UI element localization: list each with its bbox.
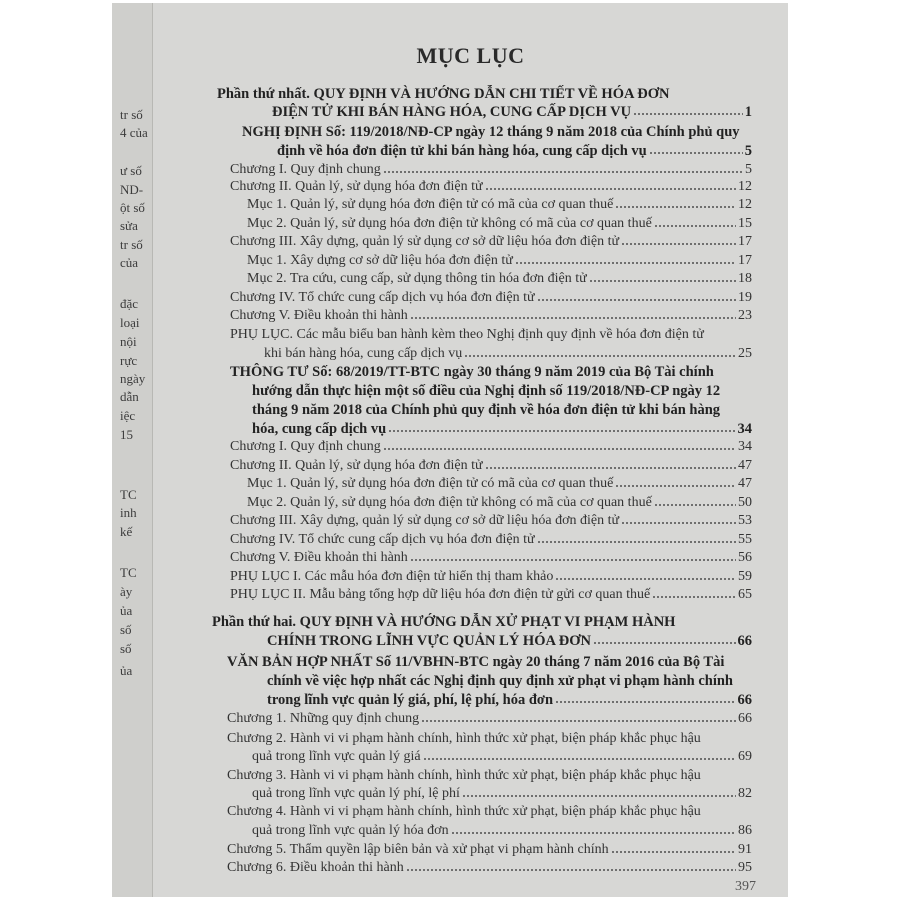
toc-entry [267,632,752,650]
dot-leader [383,447,736,451]
toc-entry [252,401,752,419]
toc-entry-title: Chương 4. Hành vi vi phạm hành chính, hình thức xử phạt, biện pháp khắc phục hậu [227,804,701,819]
left-page-fragment: ủa [120,603,133,618]
dot-leader [589,279,736,283]
toc-entry [230,161,752,179]
toc-entry-title: Mục 2. Tra cứu, cung cấp, sử dụng thông tin hóa đơn điện tử [247,271,587,286]
dot-leader [388,429,735,433]
dot-leader [410,558,736,562]
dot-leader [462,794,736,798]
toc-entry [242,123,752,141]
left-page-fragment: sửa [120,218,138,233]
toc-entry-page: 12 [738,179,752,194]
toc-entry-title: quả trong lĩnh vực quản lý hóa đơn [252,823,449,838]
dot-leader [485,466,736,470]
toc-entry-title: CHÍNH TRONG LĨNH VỰC QUẢN LÝ HÓA ĐƠN [267,633,591,649]
toc-entry [230,549,752,567]
toc-entry-page: 55 [738,532,752,547]
left-page-margin [112,3,153,897]
toc-entry [212,613,752,631]
toc-page [153,3,788,897]
toc-entry [267,672,752,690]
toc-entry-title: Chương 6. Điều khoản thi hành [227,860,404,875]
dot-leader [515,261,736,265]
dot-leader [421,719,736,723]
toc-entry-title: Chương 1. Những quy định chung [227,711,420,726]
left-page-fragment: dẫn [120,389,139,404]
toc-entry-page: 15 [738,216,752,231]
toc-entry-title: Mục 1. Quản lý, sử dụng hóa đơn điện tử có mã của cơ quan thuế [247,197,614,212]
toc-entry-page: 18 [738,271,752,286]
toc-entry-title: quả trong lĩnh vực quản lý phí, lệ phí [252,786,460,801]
dot-leader [423,757,736,761]
toc-entry [227,767,752,785]
toc-entry-title: VĂN BẢN HỢP NHẤT Số 11/VBHN-BTC ngày 20 tháng 7 năm 2016 của Bộ Tài [227,654,725,670]
toc-entry-page: 53 [738,513,752,528]
left-page-fragment: nội [120,334,137,349]
dot-leader [555,577,736,581]
left-page-fragment: 15 [120,427,133,442]
toc-entry-page: 56 [738,550,752,565]
left-page-fragment: số [120,622,132,637]
toc-entry [264,345,752,363]
toc-entry [230,586,752,604]
toc-entry-title: Chương I. Quy định chung [230,439,381,454]
toc-entry [230,438,752,456]
toc-entry-page: 86 [738,823,752,838]
toc-entry-title: PHỤ LỤC I. Các mẫu hóa đơn điện tử hiển thị tham khảo [230,569,554,584]
toc-entry-page: 17 [738,253,752,268]
left-page-fragment: 4 của [120,125,148,140]
toc-entry-title: định về hóa đơn điện tử khi bán hàng hóa, cung cấp dịch vụ [277,143,647,159]
left-page-fragment: ngày [120,371,146,386]
toc-entry [267,691,752,709]
toc-entry-title: trong lĩnh vực quản lý giá, phí, lệ phí, hóa đơn [267,692,554,708]
left-page-fragment: số [120,641,132,656]
toc-entry-title: Mục 1. Quản lý, sử dụng hóa đơn điện tử có mã của cơ quan thuế [247,476,614,491]
toc-entry-page: 47 [738,458,752,473]
dot-leader [537,540,736,544]
toc-entry-page: 47 [738,476,752,491]
toc-entry-title: Chương I. Quy định chung [230,162,381,177]
toc-entry-title: PHỤ LỤC II. Mẫu bảng tổng hợp dữ liệu hóa đơn điện tử gửi cơ quan thuế [230,587,651,602]
toc-entry-title: tháng 9 năm 2018 của Chính phủ quy định về hóa đơn điện tử khi bán hàng [252,402,721,418]
toc-entry-title: khi bán hàng hóa, cung cấp dịch vụ [264,346,463,361]
toc-entry-title: Mục 2. Quản lý, sử dụng hóa đơn điện tử không có mã của cơ quan thuế [247,216,652,231]
toc-entry-title: Chương II. Quản lý, sử dụng hóa đơn điện tử [230,179,483,194]
dot-leader [633,112,743,116]
toc-entry-title: Chương 3. Hành vi vi phạm hành chính, hình thức xử phạt, biện pháp khắc phục hậu [227,768,701,783]
left-page-fragment: tr số [120,237,143,252]
toc-entry-title: Phần thứ hai. QUY ĐỊNH VÀ HƯỚNG DẪN XỬ PHẠT VI PHẠM HÀNH [212,614,676,630]
dot-leader [652,595,736,599]
toc-entry [230,363,752,381]
toc-entry-title: Phần thứ nhất. QUY ĐỊNH VÀ HƯỚNG DẪN CHI TIẾT VỀ HÓA ĐƠN [217,86,670,102]
toc-entry [227,730,752,748]
left-page-fragment: TC [120,565,137,580]
toc-entry-page: 66 [738,711,752,726]
dot-leader [383,170,743,174]
toc-entry [252,382,752,400]
left-page-fragment: ột số [120,200,145,215]
toc-entry-page: 5 [744,143,752,159]
toc-entry [227,653,752,671]
toc-entry-title: Chương 5. Thẩm quyền lập biên bản và xử phạt vi phạm hành chính [227,842,609,857]
toc-entry-page: 50 [738,495,752,510]
dot-leader [464,354,736,358]
page-title: MỤC LỤC [416,43,525,68]
toc-entry [227,841,752,859]
left-page-fragment: rực [120,353,138,368]
toc-entry-page: 17 [738,234,752,249]
toc-entry [247,494,752,512]
toc-entry-title: hướng dẫn thực hiện một số điều của Nghị định số 119/2018/NĐ-CP ngày 12 [252,383,721,399]
left-page-fragment: TC [120,487,137,502]
toc-entry-title: Chương 2. Hành vi vi phạm hành chính, hình thức xử phạt, biện pháp khắc phục hậu [227,731,701,746]
toc-entry-title: Chương III. Xây dựng, quản lý sử dụng cơ sở dữ liệu hóa đơn điện tử [230,234,620,249]
toc-entry [230,531,752,549]
toc-entry-page: 65 [738,587,752,602]
toc-entry [230,568,752,586]
toc-entry-title: Chương V. Điều khoản thi hành [230,308,408,323]
toc-entry-page: 34 [737,421,752,437]
toc-entry-title: PHỤ LỤC. Các mẫu biểu ban hành kèm theo Nghị định quy định về hóa đơn điện tử [230,327,704,342]
book-spread [112,3,788,897]
toc-entry [252,822,752,840]
toc-entry-page: 12 [738,197,752,212]
left-page-fragment: iệc [120,408,136,423]
dot-leader [654,503,736,507]
toc-entry-page: 19 [738,290,752,305]
dot-leader [451,831,736,835]
dot-leader [593,641,736,645]
toc-entry-title: THÔNG TƯ Số: 68/2019/TT-BTC ngày 30 tháng 9 năm 2019 của Bộ Tài chính [230,364,714,380]
left-page-fragment: tr số [120,107,143,122]
dot-leader [555,700,735,704]
toc-entry [227,859,752,877]
toc-entry [247,270,752,288]
toc-entry-page: 59 [738,569,752,584]
toc-entry-title: hóa, cung cấp dịch vụ [252,421,387,437]
toc-entry-title: Chương IV. Tổ chức cung cấp dịch vụ hóa đơn điện tử [230,290,535,305]
dot-leader [615,205,736,209]
dot-leader [410,316,736,320]
toc-entry-title: Chương III. Xây dựng, quản lý sử dụng cơ sở dữ liệu hóa đơn điện tử [230,513,620,528]
toc-entry [230,289,752,307]
toc-entry [230,457,752,475]
left-page-fragment: ày [120,584,133,599]
toc-entry-page: 23 [738,308,752,323]
dot-leader [406,868,736,872]
toc-entry-page: 82 [738,786,752,801]
toc-entry-title: quả trong lĩnh vực quản lý giá [252,749,421,764]
toc-entry [230,178,752,196]
toc-entry [252,785,752,803]
toc-entry-page: 5 [745,162,752,177]
toc-entry [230,512,752,530]
toc-entry-page: 34 [738,439,752,454]
toc-entry [252,748,752,766]
toc-entry-title: NGHỊ ĐỊNH Số: 119/2018/NĐ-CP ngày 12 tháng 9 năm 2018 của Chính phủ quy [242,124,740,140]
toc-entry-title: Mục 2. Quản lý, sử dụng hóa đơn điện tử không có mã của cơ quan thuế [247,495,652,510]
dot-leader [649,151,743,155]
toc-entry-page: 69 [738,749,752,764]
toc-entry [227,710,752,728]
page-number: 397 [735,879,756,894]
left-page-fragment: ư số [120,163,142,178]
toc-entry-title: Chương II. Quản lý, sử dụng hóa đơn điện tử [230,458,483,473]
toc-entry [247,252,752,270]
toc-entry-title: Chương IV. Tổ chức cung cấp dịch vụ hóa đơn điện tử [230,532,535,547]
left-page-fragment: kế [120,524,133,539]
dot-leader [611,850,736,854]
left-page-fragment: ủa [120,663,133,678]
toc-entry [230,326,752,344]
toc-entry-page: 66 [737,692,752,708]
toc-entry-page: 66 [737,633,752,649]
dot-leader [615,484,736,488]
toc-entry-page: 25 [738,346,752,361]
dot-leader [537,298,736,302]
toc-entry-title: Chương V. Điều khoản thi hành [230,550,408,565]
left-page-fragment: đặc [120,296,139,311]
left-page-fragment: inh [120,505,137,520]
toc-entry [252,420,752,438]
dot-leader [621,242,736,246]
toc-entry-page: 95 [738,860,752,875]
toc-entry [217,85,752,103]
toc-entry [227,803,752,821]
dot-leader [621,521,736,525]
left-page-fragment: của [120,255,139,270]
toc-entry [247,475,752,493]
dot-leader [654,224,736,228]
toc-entry [272,103,752,121]
toc-entry [247,215,752,233]
toc-entry-page: 1 [744,104,752,120]
left-page-fragment: loại [120,315,140,330]
toc-entry-title: ĐIỆN TỬ KHI BÁN HÀNG HÓA, CUNG CẤP DỊCH VỤ [272,104,632,120]
toc-entry [277,142,752,160]
toc-entry [247,196,752,214]
toc-entry-page: 91 [738,842,752,857]
toc-entry-title: chính về việc hợp nhất các Nghị định quy định xử phạt vi phạm hành chính [267,673,733,689]
toc-entry [230,233,752,251]
dot-leader [485,187,736,191]
left-page-fragment: ND- [120,182,144,197]
toc-entry-title: Mục 1. Xây dựng cơ sở dữ liệu hóa đơn điện tử [247,253,513,268]
toc-entry [230,307,752,325]
